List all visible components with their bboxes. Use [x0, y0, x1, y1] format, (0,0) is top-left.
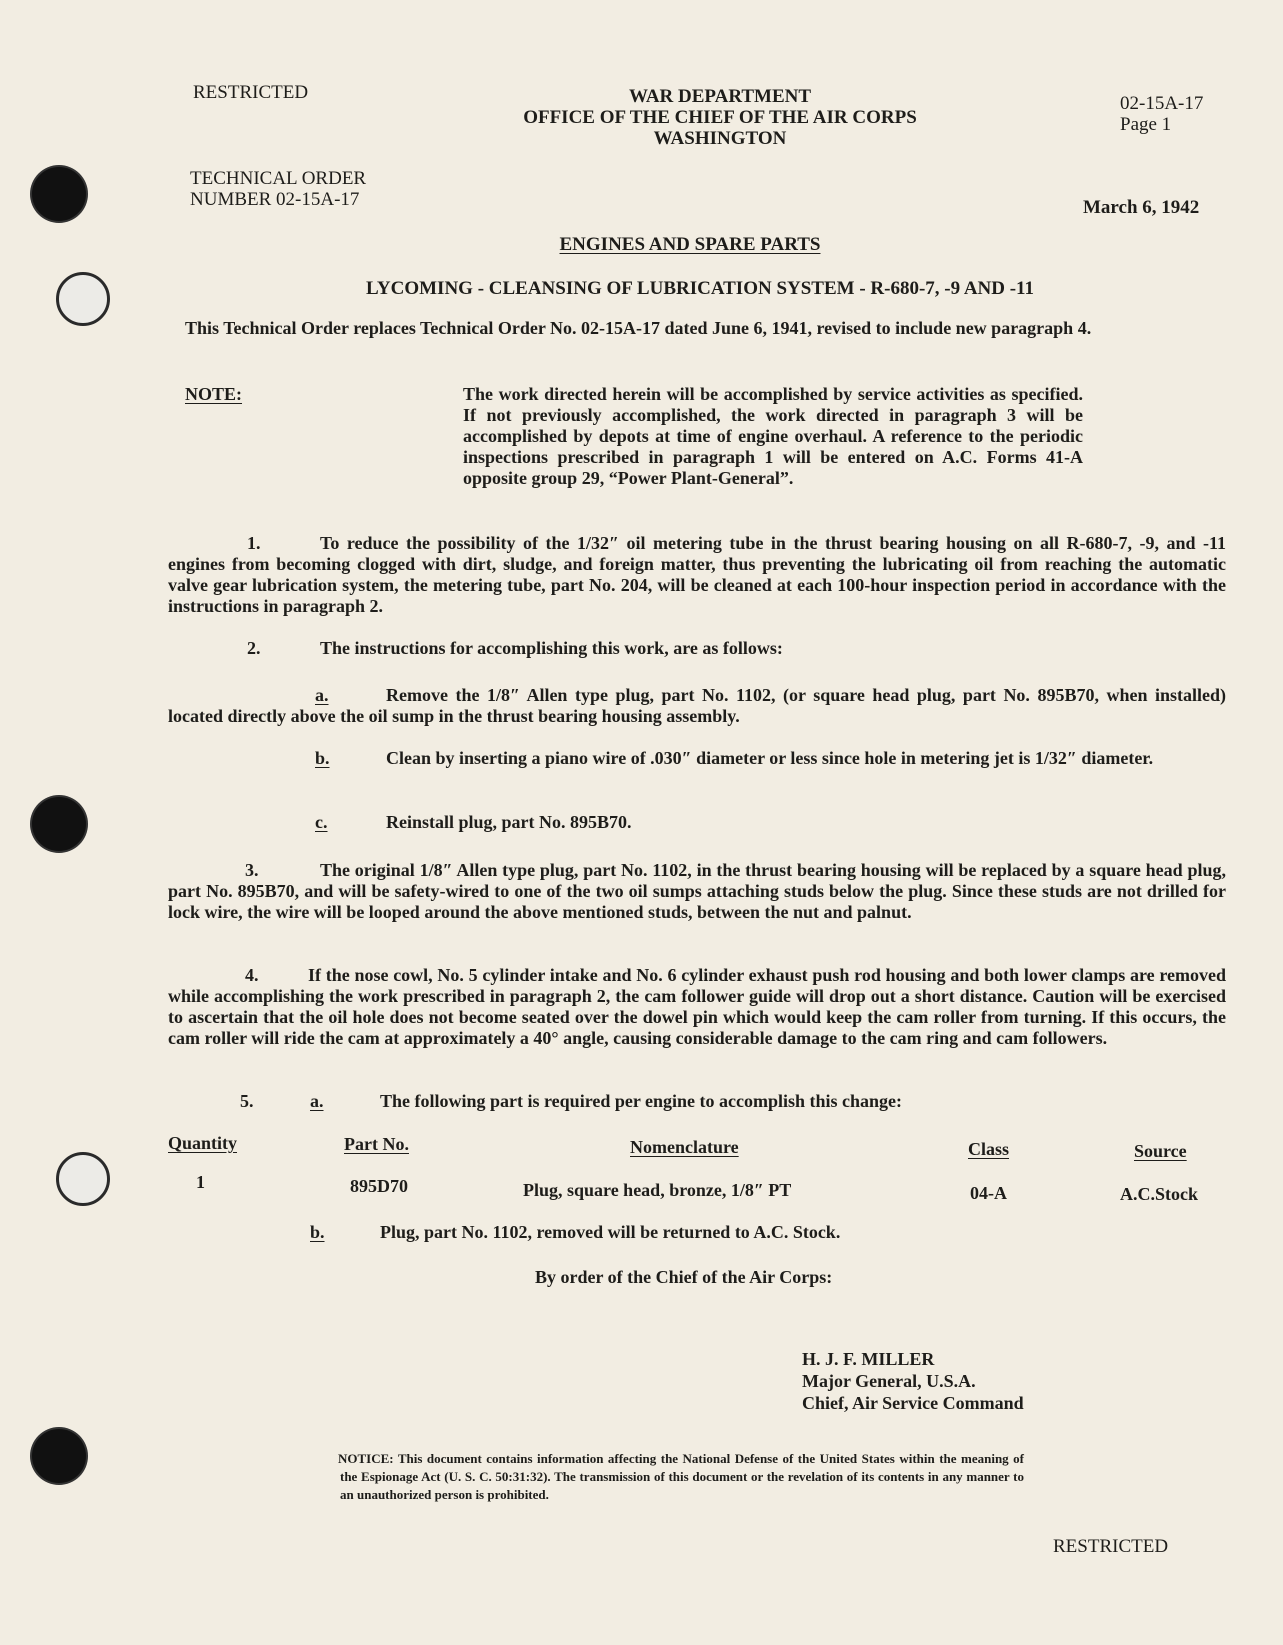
punch-hole-icon — [32, 167, 86, 221]
section-title: ENGINES AND SPARE PARTS — [559, 234, 821, 255]
col-header-nomenclature: Nomenclature — [630, 1137, 739, 1157]
doc-number: 02-15A-17 — [1120, 93, 1204, 114]
subject-title: LYCOMING - CLEANSING OF LUBRICATION SYSTEM - R-680-7, -9 AND -11 — [365, 278, 1035, 299]
p2a-letter: a. — [315, 685, 329, 705]
p1-number: 1. — [247, 533, 261, 553]
col-header-source: Source — [1134, 1141, 1187, 1161]
dept-line-3: WASHINGTON — [653, 128, 787, 149]
table-cell-quantity: 1 — [196, 1172, 205, 1192]
technical-order-number — [190, 168, 366, 210]
p5a-letter: a. — [310, 1091, 324, 1111]
punch-hole-icon — [56, 272, 110, 326]
paragraph-2: The instructions for accomplishing this work, are as follows: — [320, 638, 783, 658]
to-line-1: TECHNICAL ORDER — [190, 168, 367, 189]
p2c-letter: c. — [315, 812, 328, 832]
signatory-name: H. J. F. MILLER — [802, 1349, 935, 1369]
dept-line-2: OFFICE OF THE CHIEF OF THE AIR CORPS — [523, 107, 917, 128]
restricted-label-top: RESTRICTED — [193, 82, 309, 103]
restricted-label-bottom: RESTRICTED — [1053, 1536, 1169, 1557]
paragraph-2b: Clean by inserting a piano wire of .030″ diameter or less since hole in metering jet is 1/32″ diameter. — [386, 748, 1154, 768]
col-header-part-no: Part No. — [344, 1134, 409, 1154]
p3-number: 3. — [245, 860, 259, 880]
col-header-class: Class — [968, 1139, 1010, 1159]
p4-number: 4. — [245, 965, 259, 985]
note-text: The work directed herein will be accomplished by service activities as specified. If not previously accomplished, the work directed in paragraph 3 will be accomplished by depots at time of engine overhaul. A reference to the periodic inspections prescribed in paragraph 1 will be entered on A.C. Forms 41-A opposite group 29, “Power Plant-General”. — [463, 384, 1083, 488]
paragraph-1: To reduce the possibility of the 1/32″ oil metering tube in the thrust bearing housing on all R-680-7, -9, and -11 engines from becoming clogged with dirt, sludge, and foreign matter, thus preventing the lubricating oil from reaching the automatic valve gear lubrication system, the metering tube, part No. 204, will be cleaned at each 100-hour inspection period in accordance with the instructions in paragraph 2. — [168, 533, 1226, 616]
paragraph-2a: Remove the 1/8″ Allen type plug, part No. 1102, (or square head plug, part No. 895B70, when installed) located directly above the oil sump in the thrust bearing housing assembly. — [168, 685, 1226, 726]
signature-block — [802, 1348, 1024, 1414]
p2-number: 2. — [247, 638, 261, 658]
p5-number: 5. — [240, 1091, 254, 1111]
page-number: Page 1 — [1120, 114, 1172, 135]
signatory-rank: Major General, U.S.A. — [802, 1371, 976, 1391]
col-header-quantity: Quantity — [168, 1133, 238, 1153]
intro-paragraph: This Technical Order replaces Technical Order No. 02-15A-17 dated June 6, 1941, revised to include new paragraph 4. — [185, 318, 1092, 338]
paragraph-4: If the nose cowl, No. 5 cylinder intake and No. 6 cylinder exhaust push rod housing and both lower clamps are removed while accomplishing the work prescribed in paragraph 2, the cam follower guide will drop out a short distance. Caution will be exercised to ascertain that the oil hole does not become seated over the dowel pin which would keep the cam roller from turning. If this occurs, the cam roller will ride the cam at approximately a 40° angle, causing considerable damage to the cam ring and cam followers. — [168, 965, 1226, 1048]
by-order-line: By order of the Chief of the Air Corps: — [535, 1267, 833, 1287]
espionage-notice: NOTICE: This document contains information affecting the National Defense of the United States within the meaning of the Espionage Act (U. S. C. 50:31:32). The transmission of this document or the revelation of its contents in any manner to an unauthorized person is prohibited. — [338, 1451, 1024, 1502]
punch-hole-icon — [56, 1152, 110, 1206]
signatory-title: Chief, Air Service Command — [802, 1393, 1024, 1413]
paragraph-3: The original 1/8″ Allen type plug, part No. 1102, in the thrust bearing housing will be replaced by a square head plug, part No. 895B70, and will be safety-wired to one of the two oil sumps attaching studs below the plug. Since these studs are not drilled for lock wire, the wire will be looped around the above mentioned studs, between the nut and palnut. — [168, 860, 1226, 922]
paragraph-2c: Reinstall plug, part No. 895B70. — [386, 812, 632, 832]
table-cell-nomenclature: Plug, square head, bronze, 1/8″ PT — [523, 1180, 792, 1200]
table-cell-source: A.C.Stock — [1120, 1184, 1199, 1204]
paragraph-5a: The following part is required per engine to accomplish this change: — [380, 1091, 903, 1111]
doc-number-block — [1120, 93, 1203, 135]
department-heading — [470, 86, 970, 149]
note-label: NOTE: — [185, 384, 243, 404]
table-cell-part-no: 895D70 — [350, 1176, 408, 1196]
section-title-wrap — [440, 234, 940, 255]
dept-line-1: WAR DEPARTMENT — [628, 86, 812, 107]
p5b-letter: b. — [310, 1222, 325, 1242]
document-date: March 6, 1942 — [1083, 197, 1200, 218]
punch-hole-icon — [32, 1429, 86, 1483]
to-line-2: NUMBER 02-15A-17 — [190, 189, 360, 210]
punch-hole-icon — [32, 797, 86, 851]
table-cell-class: 04-A — [970, 1183, 1007, 1203]
p2b-letter: b. — [315, 748, 330, 768]
paragraph-5b: Plug, part No. 1102, removed will be returned to A.C. Stock. — [380, 1222, 841, 1242]
